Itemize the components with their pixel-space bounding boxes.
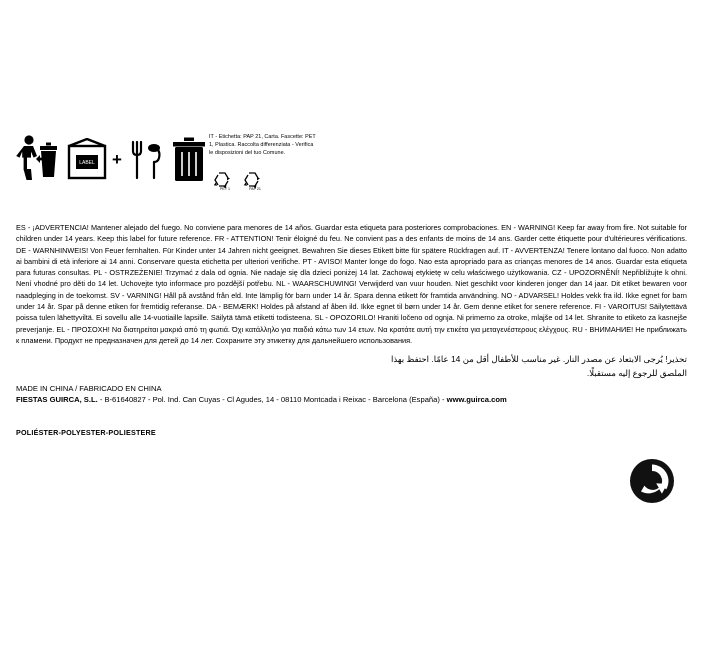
triangle-pap-icon (242, 169, 268, 195)
disposal-icon-band (16, 133, 686, 195)
waste-bin-icon (170, 135, 208, 183)
triangle-pet-label: PET 1 (220, 187, 230, 191)
triangle-pap-label: PAP 21 (249, 187, 261, 191)
svg-text:LABEL: LABEL (79, 160, 95, 166)
plus-icon: + (112, 150, 122, 169)
material-text: POLIÉSTER-POLYESTER-POLIESTERE (16, 428, 156, 437)
made-in-text: MADE IN CHINA / FABRICADO EN CHINA (16, 384, 162, 393)
triangle-pet-icon (212, 169, 238, 195)
multilingual-warning-text: ES - ¡ADVERTENCIA! Mantener alejado del fuego. No conviene para menores de 14 años. Guardar esta etiqueta para posteriores comprobaciones. EN - WARNING! Keep far away from fire. Not suitable for children under 14 years. Keep this label for future reference. FR - ATTENTION! Tenir éloigné du feu. Ne convient pas a des enfants de moins de 14 ans. Garder cette étiquette pour d'ultérieures vérifications. DE - WARNHINWEIS! Von Feuer fernhalten. Für Kinder unter 14 Jahren nicht geeignet. Bewahren Sie dieses Etikett bitte für spätere Rückfragen auf. IT - AVVERTENZA! Tenere lontano dal fuoco. Non adatto ai bambini di età inferiore ai 14 anni. Conservare questa etichetta per ulteriori verifiche. PT - AVISO! Manter longe do fogo. Nao esta apropriado para as crianças menores de 14 anos. Guardar esta etiqueta para futuras consultas. PL - OSTRZEŻENIE! Trzymać z dala od ognia. Nie nadaje się dla dzieci poniżej 14 lat. Zachowaj etykietę w celu właściwego użytkowania. CZ - UPOZORNĚNÍ! Nepřibližujte k ohni. Není vhodné pro děti do 14 let. Uchovejte tyto informace pro pozdější potřebu. NL - WAARSCHUWING! Verwijderd van vuur houden. Niet geschikt voor kinderen jonger dan 14 jaar. Dit etiket bewaren voor naadpleging in de toekomst. SV - VARNING! Håll på avstånd från eld. Inte lämplig för barn under 14 år. Spara denna etikett för framtida användning. NO - ADVARSEL! Holdes vekk fra ild. Ikke egnet for barn under 14 år. Spar på denne etiken for fremtidig referanse. DA - BEMÆRK! Holdes på afstand af åben ild. Ikke egnet til børn under 14 år. Gem denne etiket for senere reference. FI - VAROITUS! Säilytettävä poissa tulen lähettyviltä. Ei sovellu alle 14-vuotiaille lapsille. Säilytä tämä etiketti todisteena. SL - OPOZORILO! Hraniti ločeno od ognja. Ni primerno za otroke, mlajše od 14 let. Shranite to etiketo za kasnejše preverjanje. EL - ΠΡΟΣΟΧΗ! Να διατηρείται μακριά από τη φωτιά. Όχι κατάλληλο για παιδιά κάτω των 14 ετων. Να κρατάτε αυτή την ετικέτα για μεταγενέστερους ελέγχους. RU - ВНИМАНИЕ! Не приближать к пламени. Продукт не предназначен для детей до 14 лет. Сохраните эту этикетку для дальнейшего использования. (16, 223, 687, 345)
company-website: www.guirca.com (446, 395, 507, 404)
company-name: FIESTAS GUIRCA, S.L. (16, 395, 98, 404)
green-dot-recycling-logo (629, 458, 675, 504)
person-bin-icon (16, 133, 60, 183)
utensils-icon (128, 139, 164, 181)
disposal-note-text: IT - Etichetta: PAP 21, Carta. Fascette: PET 1, Plastica. Raccolta differenziata - Verifica le disposizioni del tuo Comune. (209, 134, 316, 157)
arabic-warning-text: تحذير! يُرجى الابتعاد عن مصدر النار. غير مناسب للأطفال أقل من 14 عامًا. احتفظ بهذا الملصق للرجوع إليه مستقبلًا. (391, 354, 687, 379)
company-info (16, 394, 507, 405)
recycling-triangles (212, 169, 272, 195)
company-details: - B-61640827 - Pol. Ind. Can Cuyas - Cl Agudes, 14 - 08110 Montcada i Reixac - Barcelona (España) - (97, 395, 447, 404)
box-icon (67, 138, 107, 182)
